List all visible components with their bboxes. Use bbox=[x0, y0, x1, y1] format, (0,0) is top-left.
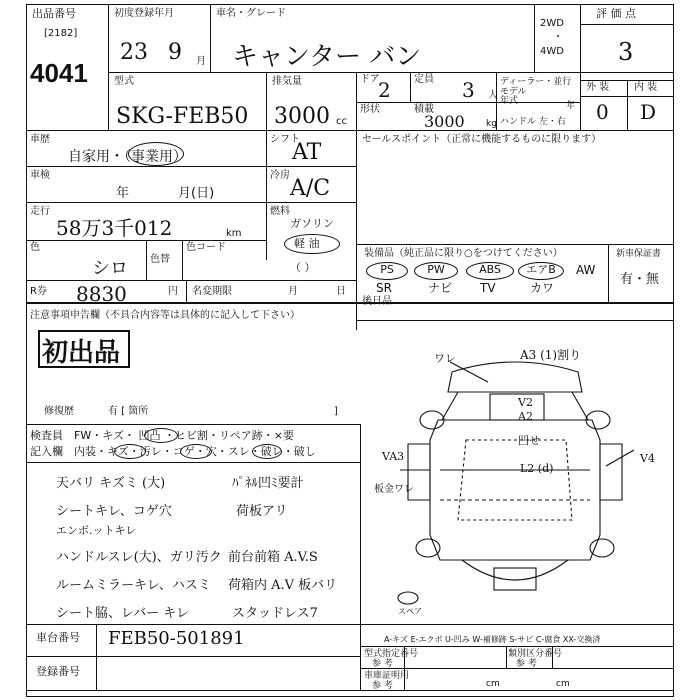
capacity-label: 定員 bbox=[414, 74, 434, 85]
drive-4wd: 4WD bbox=[540, 46, 564, 57]
equip-item-aw: AW bbox=[576, 263, 596, 277]
check-row-interior: 内装・キズ・汚レ・コゲ・穴・スレ・破レ・破し bbox=[74, 445, 316, 458]
equip-item-pw: PW bbox=[414, 262, 458, 280]
cert-label-1b: 参 考 bbox=[372, 659, 393, 669]
fuel-diesel: 軽 油 bbox=[294, 237, 320, 250]
diagram-body-outline bbox=[430, 420, 600, 560]
exterior-label: 外 装 bbox=[586, 82, 610, 93]
equip-item-kawa: カワ bbox=[530, 281, 555, 295]
inspector-label: 検査員 bbox=[30, 429, 63, 442]
first-reg-label: 初度登録年月 bbox=[114, 8, 174, 19]
name-change-label: 名変期限 bbox=[192, 286, 232, 297]
model-label: 型式 bbox=[114, 76, 134, 87]
color-value: シロ bbox=[92, 258, 128, 279]
cert-label-2b: 参 考 bbox=[516, 659, 537, 669]
remark-left-2: シートキレ、コゲ穴 bbox=[56, 504, 172, 519]
interior-value: D bbox=[640, 100, 657, 124]
remark-right-2: 荷板アリ bbox=[236, 504, 288, 519]
diagram-note-panel-crack: 板金ワレ bbox=[374, 484, 414, 495]
diagram-note-dent: 凹せ bbox=[518, 434, 540, 447]
shift-label: シフト bbox=[270, 134, 300, 145]
entry-label: 記入欄 bbox=[30, 445, 63, 458]
color-code-label: 色コード bbox=[186, 242, 226, 253]
equip-item-ps: PS bbox=[366, 262, 408, 280]
shift-value: AT bbox=[292, 140, 322, 165]
inspection-label: 車検 bbox=[30, 170, 50, 181]
cert-label-2: 類別区分番号 bbox=[508, 649, 563, 659]
history-value: 自家用・（事業用） bbox=[68, 149, 187, 165]
fuel-label: 燃料 bbox=[270, 206, 290, 217]
diagram-note-l2: L2 (d) bbox=[520, 462, 554, 475]
repair-label: 修復歴 bbox=[44, 406, 74, 417]
model-value: SKG-FEB50 bbox=[116, 104, 249, 129]
mileage-label: 走行 bbox=[30, 206, 50, 217]
equip-item-navi: ナビ bbox=[428, 281, 453, 295]
dealer-label: ディーラー・並行 bbox=[500, 77, 572, 87]
ac-label: 冷房 bbox=[270, 170, 290, 181]
load-value: 3000 bbox=[424, 112, 465, 131]
mileage-unit: km bbox=[226, 228, 242, 239]
diagram-wheel-rr bbox=[590, 539, 614, 557]
chassis-value: FEB50-501891 bbox=[108, 628, 245, 649]
diagram-note-a3: A3 (1)割り bbox=[520, 348, 582, 362]
car-name: キャンター バン bbox=[232, 42, 422, 72]
diagram-note-v4: V4 bbox=[640, 452, 655, 465]
repair-close: ] bbox=[334, 406, 338, 417]
mileage-value: 58万3千012 bbox=[56, 216, 173, 240]
displacement-value: 3000 bbox=[274, 104, 330, 129]
diagram-front-roof bbox=[448, 362, 582, 392]
month-unit: 月 bbox=[196, 56, 206, 67]
remark-right-1: ﾊﾟﾈﾙ凹ﾐ要計 bbox=[232, 476, 304, 491]
diagram-note-v2: V2 bbox=[518, 396, 533, 409]
grade-label: 評 価 点 bbox=[596, 7, 636, 20]
check-row-exterior: FW・キズ・ 凹凸 ・ヒビ割・リペア跡・×要 bbox=[74, 429, 294, 442]
equip-item-abs: ABS bbox=[466, 262, 514, 280]
ac-value: A/C bbox=[290, 176, 331, 201]
cm-label-2: cm bbox=[556, 679, 570, 689]
diagram-note-a2: A2 bbox=[518, 410, 533, 423]
doors-value: 2 bbox=[378, 78, 391, 102]
lot-sub: [2182] bbox=[44, 28, 78, 39]
diagram-note-crack: ワレ bbox=[434, 352, 456, 365]
model-year-label: モデル年式 bbox=[500, 87, 527, 106]
recycle-label: R券 bbox=[30, 286, 47, 297]
load-unit: kg bbox=[486, 119, 497, 129]
cert-label-1: 型式指定番号 bbox=[364, 649, 419, 659]
doors-label: ドア bbox=[360, 74, 380, 85]
shape-label: 形状 bbox=[360, 104, 380, 115]
cert-label-3b: 参 考 bbox=[372, 681, 393, 691]
remark-right-3: 前台前箱 A.V.S bbox=[228, 550, 318, 565]
year-unit: 年 bbox=[566, 101, 576, 111]
diagram-wheel-rl bbox=[416, 539, 440, 557]
lot-number: 4041 bbox=[30, 58, 88, 88]
equip-item-sr: SR bbox=[376, 281, 392, 295]
recycle-unit: 円 bbox=[168, 286, 178, 297]
sales-point-label: セールスポイント（正常に機能するものに限ります） bbox=[362, 134, 602, 145]
damage-legend: A-キズ E-エクボ U-凹み W-補修跡 S-サビ C-腐食 XX-交換済 bbox=[384, 635, 601, 644]
grade-value: 3 bbox=[618, 38, 634, 66]
first-reg-year: 23 bbox=[120, 40, 148, 65]
remark-left-1: 天バリ キズミ (大) bbox=[56, 476, 166, 491]
repair-value: 有 [ 箇所 bbox=[108, 406, 149, 417]
exterior-value: 0 bbox=[596, 100, 609, 124]
displacement-unit: cc bbox=[336, 116, 347, 127]
drive-dot: ・ bbox=[553, 32, 563, 43]
spare-label: スペア bbox=[398, 607, 422, 616]
name-change-month: 月 bbox=[288, 286, 298, 297]
rear-items-label: 後日品 bbox=[362, 296, 392, 307]
equip-item-airbag: エアB bbox=[518, 262, 564, 280]
registration-label: 登録番号 bbox=[36, 665, 80, 678]
fuel-gas: ガソリン bbox=[290, 217, 334, 230]
cert-label-3: 車庫証明用 bbox=[364, 671, 410, 681]
equipment-label: 装備品（純正品に限り○をつけてください） bbox=[364, 248, 563, 259]
name-change-day: 日 bbox=[336, 286, 346, 297]
diagram-right-door bbox=[600, 444, 622, 500]
color-change-label: 色替 bbox=[150, 254, 170, 265]
chassis-label: 車台番号 bbox=[36, 631, 80, 644]
cm-label: cm bbox=[486, 679, 500, 689]
handle-label: ハンドル 左・右 bbox=[500, 117, 566, 127]
remark-left-5: ルームミラーキレ、ハスミ bbox=[56, 578, 211, 593]
notes-label: 注意事項申告欄（不具合内容等は具体的に記入して下さい） bbox=[30, 310, 300, 321]
inspection-month: 月(日) bbox=[178, 186, 215, 201]
car-name-label: 車名・グレード bbox=[216, 8, 286, 19]
history-label: 車歴 bbox=[30, 134, 50, 145]
diagram-hood bbox=[442, 392, 588, 420]
remark-right-4: 荷箱内 A.V 板バリ bbox=[228, 578, 338, 593]
displacement-label: 排気量 bbox=[272, 76, 302, 87]
drive-2wd: 2WD bbox=[540, 18, 564, 29]
fuel-paren: （ ） bbox=[290, 261, 316, 274]
warranty-value: 有・無 bbox=[620, 272, 660, 287]
capacity-value: 3 bbox=[462, 78, 475, 102]
warranty-label: 新車保証書 bbox=[616, 249, 662, 259]
recycle-value: 8830 bbox=[76, 282, 127, 306]
remark-left-6: シート脇、レバー キレ bbox=[56, 606, 190, 621]
lot-label: 出品番号 bbox=[32, 7, 76, 20]
diagram-windshield bbox=[490, 394, 544, 420]
first-listing-stamp: 初出品 bbox=[42, 338, 121, 368]
diagram-spare-tire bbox=[398, 592, 418, 604]
load-label: 積載 bbox=[414, 104, 434, 115]
remark-left-4: ハンドルスレ(大)、ガリ汚ク bbox=[56, 550, 222, 565]
equip-item-tv: TV bbox=[480, 281, 496, 295]
interior-label: 内 装 bbox=[634, 82, 658, 93]
diagram-note-va3: VA3 bbox=[382, 450, 405, 463]
color-label: 色 bbox=[30, 242, 40, 253]
diagram-cargo-area bbox=[458, 440, 572, 520]
inspection-year: 年 bbox=[116, 186, 130, 201]
capacity-unit: 人 bbox=[488, 90, 498, 101]
remark-right-5: スタッドレス7 bbox=[232, 606, 318, 621]
diagram-rear-bumper bbox=[462, 560, 568, 580]
first-reg-month: 9 bbox=[168, 40, 182, 65]
remark-left-3: エンボ.ットキレ bbox=[56, 524, 137, 537]
